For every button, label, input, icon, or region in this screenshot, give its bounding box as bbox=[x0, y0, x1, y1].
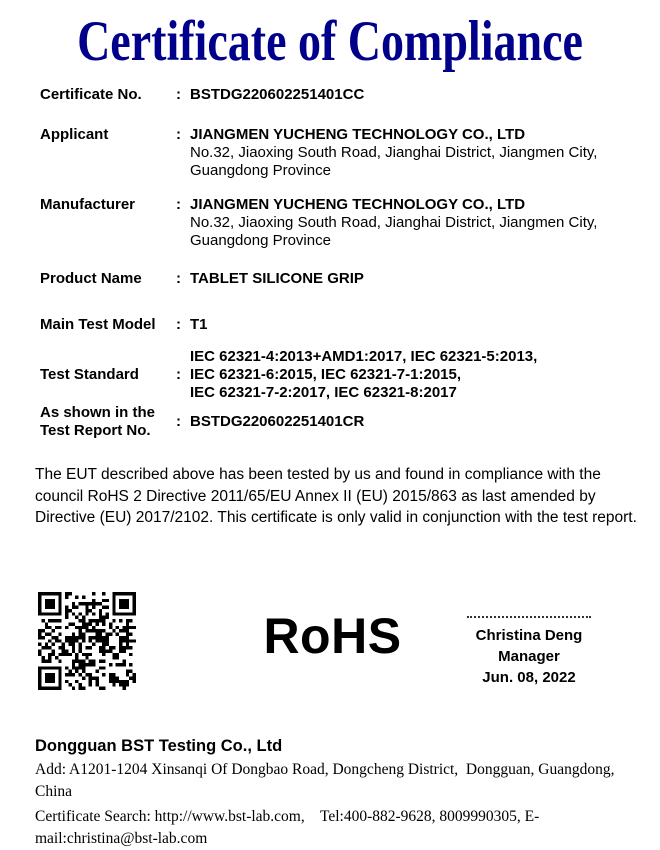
certificate-no-label: Certificate No. bbox=[40, 86, 142, 103]
applicant-label: Applicant bbox=[40, 126, 109, 143]
test-standard-line2: IEC 62321-6:2015, IEC 62321-7-1:2015, bbox=[190, 366, 462, 383]
field-row-manufacturer bbox=[40, 196, 630, 250]
footer-address: Add: A1201-1204 Xinsanqi Of Dongbao Road, Dongcheng District, Dongguan, Guangdong, China bbox=[35, 761, 619, 800]
colon-separator: : bbox=[176, 126, 181, 143]
manufacturer-name: JIANGMEN YUCHENG TECHNOLOGY CO., LTD bbox=[190, 196, 526, 213]
applicant-address-line2: Guangdong Province bbox=[190, 162, 331, 179]
footer-contact: Certificate Search: http://www.bst-lab.com, Tel:400-882-9628, 8009990305, E-mail:christina@bst-lab.com bbox=[35, 808, 540, 847]
test-standard-label: Test Standard bbox=[40, 366, 139, 383]
signatory-name: Christina Deng bbox=[475, 627, 583, 644]
test-report-label-line1: As shown in the bbox=[40, 404, 156, 421]
signatory-title: Manager bbox=[498, 648, 560, 665]
test-standard-line1: IEC 62321-4:2013+AMD1:2017, IEC 62321-5:2013, bbox=[190, 348, 538, 365]
certificate-no-value: BSTDG220602251401CC bbox=[190, 86, 365, 103]
field-row-applicant bbox=[40, 126, 630, 180]
footer bbox=[35, 736, 650, 850]
signature-block bbox=[454, 616, 604, 687]
colon-separator: : bbox=[176, 366, 181, 383]
compliance-statement bbox=[35, 464, 650, 529]
test-report-label-line2: Test Report No. bbox=[40, 422, 151, 439]
footer-company-name: Dongguan BST Testing Co., Ltd bbox=[35, 737, 283, 755]
colon-separator: : bbox=[176, 86, 181, 103]
test-report-no-value: BSTDG220602251401CR bbox=[190, 413, 365, 430]
page-title: Certificate of Compliance bbox=[77, 8, 583, 73]
field-row-main-test-model bbox=[40, 316, 630, 334]
colon-separator: : bbox=[176, 196, 181, 213]
field-row-product-name bbox=[40, 270, 630, 288]
product-name-value: TABLET SILICONE GRIP bbox=[190, 270, 364, 287]
main-test-model-value: T1 bbox=[190, 316, 208, 333]
signature-date: Jun. 08, 2022 bbox=[482, 669, 576, 686]
statement-line2: council RoHS 2 Directive 2011/65/EU Annex II (EU) 2015/863 as last amended by bbox=[35, 487, 596, 505]
product-name-label: Product Name bbox=[40, 270, 142, 287]
colon-separator: : bbox=[176, 413, 181, 430]
colon-separator: : bbox=[176, 316, 181, 333]
signature-dotted-line bbox=[467, 616, 591, 618]
qr-code bbox=[38, 592, 136, 690]
rohs-logo: RoHS bbox=[263, 608, 402, 664]
manufacturer-label: Manufacturer bbox=[40, 196, 136, 213]
field-row-certificate-no bbox=[40, 86, 630, 104]
field-row-test-standard bbox=[40, 348, 630, 402]
colon-separator: : bbox=[176, 270, 181, 287]
main-test-model-label: Main Test Model bbox=[40, 316, 156, 333]
statement-line3: Directive (EU) 2017/2102. This certificate is only valid in conjunction with the test report. bbox=[35, 509, 637, 526]
statement-line1: The EUT described above has been tested by us and found in compliance with the bbox=[35, 466, 601, 483]
manufacturer-address-line1: No.32, Jiaoxing South Road, Jianghai District, Jiangmen City, bbox=[190, 214, 598, 231]
manufacturer-address-line2: Guangdong Province bbox=[190, 232, 331, 249]
applicant-name: JIANGMEN YUCHENG TECHNOLOGY CO., LTD bbox=[190, 126, 526, 143]
applicant-address-line1: No.32, Jiaoxing South Road, Jianghai District, Jiangmen City, bbox=[190, 144, 598, 161]
test-standard-line3: IEC 62321-7-2:2017, IEC 62321-8:2017 bbox=[190, 384, 457, 401]
field-row-test-report-no bbox=[40, 404, 630, 440]
